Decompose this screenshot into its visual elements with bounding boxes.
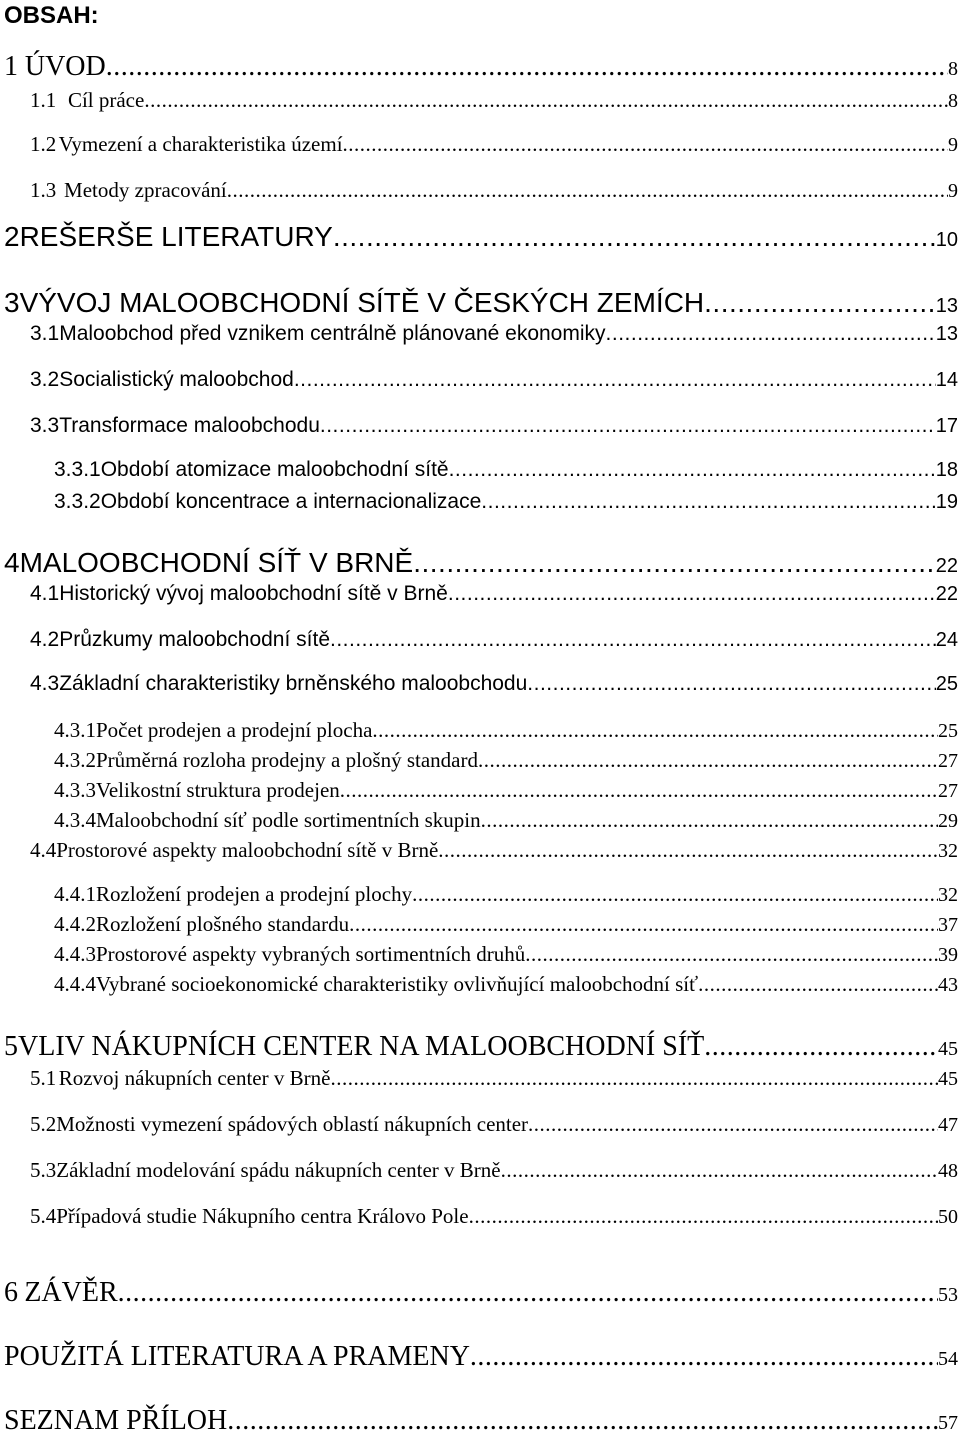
entry-page: 18 [935,459,958,481]
entry-number: 4.3.3 [54,778,96,802]
toc-heading: OBSAH: [4,2,99,29]
entry-page: 9 [948,134,958,156]
entry-number: 4.3.1 [54,718,96,742]
entry-title: Období koncentrace a internacionalizace [100,490,482,513]
entry-number: 4.4 [30,838,57,862]
leader-dots [478,746,938,774]
leader-dots [372,716,938,744]
leader-dots [294,366,936,394]
entry-title: Rozložení plošného standardu [96,912,350,936]
toc-entry-5-1[interactable] [0,1064,958,1092]
leader-dots [413,546,936,580]
leader-dots [501,1156,938,1184]
entry-page: 14 [935,369,958,391]
toc-entry-4-3-3[interactable] [0,776,958,804]
entry-number: 3.3 [30,414,60,437]
entry-title: Rozvoj nákupních center v Brně [58,1066,331,1090]
entry-page: 22 [935,555,958,577]
toc-entry-3-2[interactable] [0,366,958,394]
leader-dots [704,1030,938,1064]
entry-number: 5 [4,1031,18,1062]
entry-number: 1.2 [30,132,57,156]
entry-title: ÚVOD [24,51,106,82]
leader-dots [469,1202,938,1230]
entry-number: 4.4.1 [54,882,96,906]
toc-entry-4-2[interactable] [0,626,958,654]
leader-dots [412,880,938,908]
entry-page: 8 [948,58,958,80]
entry-title: Cíl práce [67,88,145,112]
entry-number: 3.3.2 [54,490,101,513]
entry-title: Vymezení a charakteristika území [58,132,343,156]
toc-entry-3-1[interactable] [0,320,958,348]
toc-entry-4-3[interactable] [0,670,958,698]
entry-title: MALOOBCHODNÍ SÍŤ V BRNĚ [19,547,414,578]
entry-title: VLIV NÁKUPNÍCH CENTER NA MALOOBCHODNÍ SÍŤ [18,1031,705,1062]
entry-number: 5.4 [30,1204,57,1228]
leader-dots [606,320,936,348]
entry-number: 2 [4,221,20,252]
toc-entry-1[interactable] [0,50,958,84]
leader-dots [118,1276,938,1310]
toc-entry-2[interactable] [0,220,958,254]
entry-title: Průměrná rozloha prodejny a plošný standard [96,748,478,772]
toc-entry-1-1[interactable] [0,86,958,114]
entry-page: 29 [938,810,958,832]
entry-page: 27 [938,750,958,772]
entry-number: 4.3.2 [54,748,96,772]
leader-dots [227,176,948,204]
toc-entry-5[interactable] [0,1030,958,1064]
toc-entry-3-3[interactable] [0,412,958,440]
entry-page: 25 [935,673,958,695]
entry-title: Prostorové aspekty vybraných sortimentních druhů [96,942,526,966]
entry-number: 4.1 [30,582,60,605]
toc-entry-3[interactable] [0,286,958,320]
entry-page: 37 [938,914,958,936]
leader-dots [330,1064,938,1092]
toc-entry-4-4-2[interactable] [0,910,958,938]
toc-entry-4-4[interactable] [0,836,958,864]
entry-title: POUŽITÁ LITERATURA A PRAMENY [4,1341,470,1372]
toc-entry-4-3-2[interactable] [0,746,958,774]
entry-title: Průzkumy maloobchodní sítě [59,628,330,651]
entry-page: 57 [938,1412,958,1434]
entry-number: 1 [4,51,18,82]
entry-page: 47 [938,1114,958,1136]
leader-dots [449,456,936,484]
entry-title: Základní charakteristiky brněnského maloobchodu [59,672,528,695]
leader-dots [527,670,935,698]
toc-entry-appendices[interactable] [0,1404,958,1438]
entry-title: Rozložení prodejen a prodejní plochy [96,882,413,906]
entry-number: 6 [4,1277,18,1308]
entry-page: 8 [948,90,958,112]
entry-page: 48 [938,1160,958,1182]
leader-dots [227,1404,938,1438]
leader-dots [333,220,936,254]
entry-page: 22 [935,583,958,605]
leader-dots [698,970,938,998]
entry-number: 5.3 [30,1158,57,1182]
entry-page: 10 [935,229,958,251]
toc-entry-5-4[interactable] [0,1202,958,1230]
entry-number: 4.4.4 [54,972,96,996]
toc-entry-4-4-4[interactable] [0,970,958,998]
entry-number: 3.3.1 [54,458,101,481]
toc-entry-4-4-1[interactable] [0,880,958,908]
entry-number: 4.4.3 [54,942,96,966]
entry-title: Maloobchod před vznikem centrálně plánované ekonomiky [59,322,606,345]
leader-dots [343,130,948,158]
toc-entry-3-3-1[interactable] [0,456,958,484]
entry-title: Maloobchodní síť podle sortimentních skupin [96,808,481,832]
entry-number: 5.2 [30,1112,57,1136]
entry-page: 19 [935,491,958,513]
entry-title: Metody zpracování [64,178,227,202]
leader-dots [481,806,938,834]
entry-title: Socialistický maloobchod [59,368,294,391]
entry-title: SEZNAM PŘÍLOH [4,1405,228,1436]
entry-title: Historický vývoj maloobchodní sítě v Brně [59,582,448,605]
entry-number: 3.2 [30,368,60,391]
entry-title: Případová studie Nákupního centra Královo Pole [56,1204,469,1228]
entry-page: 53 [938,1284,958,1306]
entry-number: 4 [4,547,20,578]
entry-page: 45 [938,1068,958,1090]
entry-page: 54 [938,1348,958,1370]
leader-dots [144,86,948,114]
toc-entry-4-1[interactable] [0,580,958,608]
leader-dots [330,626,936,654]
entry-title: Počet prodejen a prodejní plocha [96,718,373,742]
entry-page: 17 [935,415,958,437]
toc-entry-4-3-1[interactable] [0,716,958,744]
leader-dots [525,940,938,968]
entry-page: 32 [938,884,958,906]
toc-entry-1-3[interactable] [0,176,958,204]
toc-entry-6[interactable] [0,1276,958,1310]
entry-page: 50 [938,1206,958,1228]
entry-page: 25 [938,720,958,742]
leader-dots [320,412,936,440]
entry-title: REŠERŠE LITERATURY [19,221,333,252]
entry-title: Možnosti vymezení spádových oblastí nákupních center [56,1112,529,1136]
entry-page: 39 [938,944,958,966]
toc-entry-5-2[interactable] [0,1110,958,1138]
entry-page: 9 [948,180,958,202]
toc-entry-1-2[interactable] [0,130,958,158]
leader-dots [340,776,938,804]
entry-page: 13 [935,295,958,317]
entry-number: 3.1 [30,322,60,345]
toc-entry-4-3-4[interactable] [0,806,958,834]
entry-page: 27 [938,780,958,802]
entry-number: 4.2 [30,628,60,651]
entry-title: ZÁVĚR [24,1277,118,1308]
entry-page: 13 [935,323,958,345]
entry-title: Prostorové aspekty maloobchodní sítě v Brně [56,838,439,862]
entry-page: 43 [938,974,958,996]
entry-title: Základní modelování spádu nákupních center v Brně [56,1158,501,1182]
entry-number: 1.3 [30,178,57,202]
leader-dots [349,910,938,938]
entry-number: 4.3 [30,672,60,695]
entry-title: Vybrané socioekonomické charakteristiky ovlivňující maloobchodní síť [96,972,699,996]
entry-page: 32 [938,840,958,862]
entry-title: Velikostní struktura prodejen [96,778,340,802]
leader-dots [704,286,936,320]
leader-dots [470,1340,938,1374]
entry-number: 4.4.2 [54,912,96,936]
toc-entry-literature[interactable] [0,1340,958,1374]
entry-number: 1.1 [30,88,57,112]
entry-page: 24 [935,629,958,651]
entry-number: 3 [4,287,20,318]
leader-dots [438,836,938,864]
toc-entry-3-3-2[interactable] [0,488,958,516]
entry-title: VÝVOJ MALOOBCHODNÍ SÍTĚ V ČESKÝCH ZEMÍCH [19,287,705,318]
entry-number: 5.1 [30,1066,57,1090]
entry-title: Transformace maloobchodu [59,414,320,437]
entry-page: 45 [938,1038,958,1060]
entry-number: 4.3.4 [54,808,96,832]
toc-entry-5-3[interactable] [0,1156,958,1184]
leader-dots [106,50,948,84]
toc-entry-4[interactable] [0,546,958,580]
toc-entry-4-4-3[interactable] [0,940,958,968]
leader-dots [448,580,936,608]
leader-dots [481,488,935,516]
leader-dots [528,1110,938,1138]
entry-title: Období atomizace maloobchodní sítě [100,458,449,481]
